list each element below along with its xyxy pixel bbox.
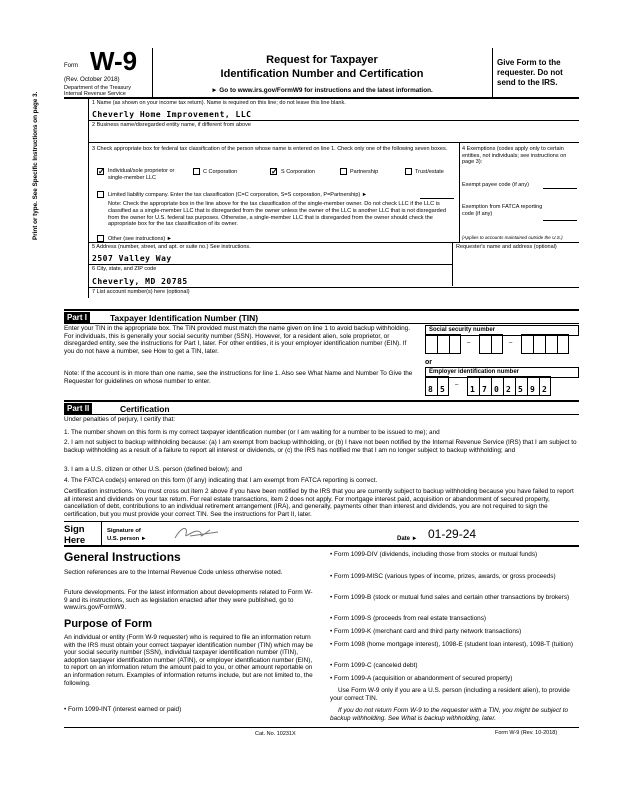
right-bullet: • Form 1099-B (stock or mutual fund sales and certain other transactions by brokers) (330, 594, 570, 601)
line6-city-field[interactable]: Cheverly, MD 20785 (92, 277, 188, 286)
cert-item2: 2. I am not subject to backup withholding because: (a) I am exempt from backup withholding, or (b) I have not been notified by the Internal Revenue Service (IRS) that I am subject to backup withholding as a result of a failure to report all interest or dividends, or (c) the IRS has notified me that I am no longer subject to backup withholding; and (64, 439, 577, 454)
part2-label: Part II (64, 403, 92, 415)
opt-trust: Trust/estate (415, 169, 444, 175)
ein-digit: 1 (470, 385, 476, 394)
checkmark-icon: ✓ (98, 167, 105, 176)
signature-field[interactable] (160, 522, 370, 544)
goto-link[interactable]: ► Go to www.irs.gov/FormW9 for instructions and the latest information. (211, 87, 433, 94)
side-instructions (32, 40, 40, 240)
line6-label: 6 City, state, and ZIP code (92, 266, 157, 272)
opt-ccorp: C Corporation (203, 169, 238, 175)
right-bullet: • Form 1099-A (acquisition or abandonment of secured property) (330, 675, 513, 682)
ein-digit: 7 (482, 385, 488, 394)
signature-label: Signature of U.S. person ► (107, 528, 147, 542)
give-form-note: Give Form to the requester. Do not send to the IRS. (497, 58, 563, 87)
general-p1: Section references are to the Internal Revenue Code unless otherwise noted. (64, 569, 283, 576)
date-field[interactable]: 01-29-24 (428, 527, 477, 541)
right-bullet: • Form 1099-MISC (various types of income, prizes, awards, or gross proceeds) (330, 573, 556, 580)
other-checkbox[interactable] (97, 235, 104, 242)
line1-name-field[interactable]: Cheverly Home Improvement, LLC (92, 110, 252, 119)
part1-label: Part I (64, 312, 90, 324)
llc-note: Note: Check the appropriate box in the line above for the tax classification of the single-member owner. Do not check LLC if the LLC is classified as a single-member LLC that is disregarded from the owner unless the owner of the LLC is another LLC that is not disregarded from the owner for U.S. federal tax purposes. Otherwise, a single-member LLC that is disregarded from the owner should check the appropriate box for the tax classification of its owner. (108, 201, 446, 228)
purpose-heading: Purpose of Form (64, 618, 153, 630)
general-p2: Future developments. For the latest information about developments related to Form W-9 and its instructions, such as legislation enacted after they were published, go to www.irs.gov/FormW9. (64, 589, 313, 612)
ein-digit: 2 (506, 385, 512, 394)
line5-label: 5 Address (number, street, and apt. or suite no.) See instructions. (92, 244, 251, 250)
part1-note: Note: If the account is in more than one name, see the instructions for line 1. Also see What Name and Number To Give the Requester for guidelines on whose number to enter. (64, 370, 413, 385)
date-label: Date ► (397, 536, 418, 542)
fatca-label: Exemption from FATCA reporting code (if any) (462, 204, 543, 217)
llc-checkbox[interactable] (97, 191, 104, 198)
applies-note: (Applies to accounts maintained outside the U.S.) (462, 235, 563, 240)
opt-other: Other (see instructions) ► (108, 236, 173, 242)
irs: Internal Revenue Service (64, 91, 126, 97)
ein-field[interactable]: – 8 5 1 7 0 2 5 9 2 (425, 376, 579, 398)
checkmark-icon: ✓ (271, 167, 278, 176)
revision: (Rev. October 2018) (64, 76, 120, 83)
ein-digit: 0 (494, 385, 500, 394)
general-p5: If you do not return Form W-9 to the requester with a TIN, you might be subject to backup withholding. See What is backup withholding, later. (330, 707, 569, 722)
ein-digit: 5 (440, 385, 446, 394)
partnership-checkbox[interactable] (340, 168, 347, 175)
general-heading: General Instructions (64, 550, 181, 564)
cert-intro: Under penalties of perjury, I certify that: (64, 416, 176, 423)
opt-scorp: S Corporation (281, 169, 315, 175)
cert-item4: 4. The FATCA code(s) entered on this form (if any) indicating that I am exempt from FATCA reporting is correct. (64, 477, 378, 484)
line3-label: 3 Check appropriate box for federal tax classification of the person whose name is entered on line 1. Check only one of the following seven boxes. (92, 146, 448, 152)
form-title-line2: Identification Number and Certification (220, 68, 424, 80)
right-bullet: • Form 1098 (home mortgage interest), 1098-E (student loan interest), 1098-T (tuition) (330, 641, 573, 648)
cert-item1: 1. The number shown on this form is my correct taxpayer identification number (or I am waiting for a number to be issued to me); and (64, 429, 440, 436)
opt-partnership: Partnership (350, 169, 379, 175)
line7-label: 7 List account number(s) here (optional) (92, 289, 190, 295)
part1-title: Taxpayer Identification Number (TIN) (110, 313, 259, 323)
exempt-payee-label: Exempt payee code (if any) (462, 182, 529, 188)
ein-digit: 5 (518, 385, 524, 394)
ein-label: Employer identification number (425, 367, 579, 378)
ein-digit: 9 (530, 385, 536, 394)
right-bullet: • Form 1099-DIV (dividends, including those from stocks or mutual funds) (330, 551, 538, 558)
right-bullet: • Form 1099-K (merchant card and third party network transactions) (330, 628, 522, 635)
trust-checkbox[interactable] (405, 168, 412, 175)
line5-address-field[interactable]: 2507 Valley Way (92, 254, 172, 263)
ssn-label: Social security number (425, 325, 579, 336)
general-p4: Use Form W-9 only if you are a U.S. person (including a resident alien), to provide your correct TIN. (330, 687, 570, 702)
sign-here: Sign Here (64, 524, 86, 546)
line1-label: 1 Name (as shown on your income tax return). Name is required on this line; do not leave this line blank. (92, 100, 346, 106)
dept: Department of the Treasury (64, 85, 131, 91)
or-label: or (425, 359, 432, 366)
exemptions-label: 4 Exemptions (codes apply only to certain entities, not individuals; see instructions on page 3): (462, 146, 567, 166)
bullet-1099-int: • Form 1099-INT (interest earned or paid) (64, 706, 182, 713)
cat-number: Cat. No. 10231X (255, 731, 296, 737)
ssn-field[interactable]: – – (425, 334, 579, 356)
line2-label: 2 Business name/disregarded entity name, if different from above (92, 122, 251, 128)
right-bullet: • Form 1099-S (proceeds from real estate transactions) (330, 615, 487, 622)
purpose-p3: An individual or entity (Form W-9 requester) who is required to file an information return with the IRS must obtain your correct taxpayer identification number (TIN) which may be your social security number (SSN), individual taxpayer identification number (ITIN), adoption taxpayer identification number (ATIN), or employer identification number (EIN), to report on an information return the amount paid to you, or other amount reportable on an information return. Examples of information returns include, but are not limited to, the following. (64, 634, 313, 687)
part1-text: Enter your TIN in the appropriate box. The TIN provided must match the name given on line 1 to avoid backup withholding. For individuals, this is generally your social security number (SSN). However, for a resident alien, sole proprietor, or disregarded entity, see the instructions for Part I, later. For other entities, it is your employer identification number (EIN). If you do not have a number, see How to get a TIN, later. (64, 325, 411, 355)
form-label: Form (64, 63, 78, 69)
form-title-line1: Request for Taxpayer (266, 54, 378, 66)
ein-digit: 8 (428, 385, 434, 394)
ccorp-checkbox[interactable] (193, 168, 200, 175)
signature-scribble (170, 522, 230, 544)
cert-instructions: Certification instructions. You must cross out item 2 above if you have been notified by the IRS that you are currently subject to backup withholding because you have failed to report all interest and dividends on your tax return. For real estate transactions, item 2 does not apply. For mortgage interest paid, acquisition or abandonment of secured property, cancellation of debt, contributions to an individual retirement arrangement (IRA), and generally, payments other than interest and dividends, you are not required to sign the certification, but you must provide your correct TIN. See the instructions for Part II, later. (64, 488, 574, 518)
side-instructions-text: Print or type. See Specific Instructions on page 3. (32, 91, 39, 240)
ein-digit: 2 (542, 385, 548, 394)
opt-llc: Limited liability company. Enter the tax classification (C=C corporation, S=S corporation, P=Partnership) ► (108, 192, 368, 198)
cert-item3: 3. I am a U.S. citizen or other U.S. person (defined below); and (64, 466, 242, 473)
right-bullet: • Form 1099-C (canceled debt) (330, 662, 418, 669)
opt-individual: Individual/sole proprietor or single-member LLC (108, 168, 175, 181)
part2-title: Certification (120, 404, 170, 414)
requester-label: Requester's name and address (optional) (456, 244, 557, 250)
form-number: W-9 (90, 46, 138, 76)
footer-form: Form W-9 (Rev. 10-2018) (495, 730, 558, 736)
